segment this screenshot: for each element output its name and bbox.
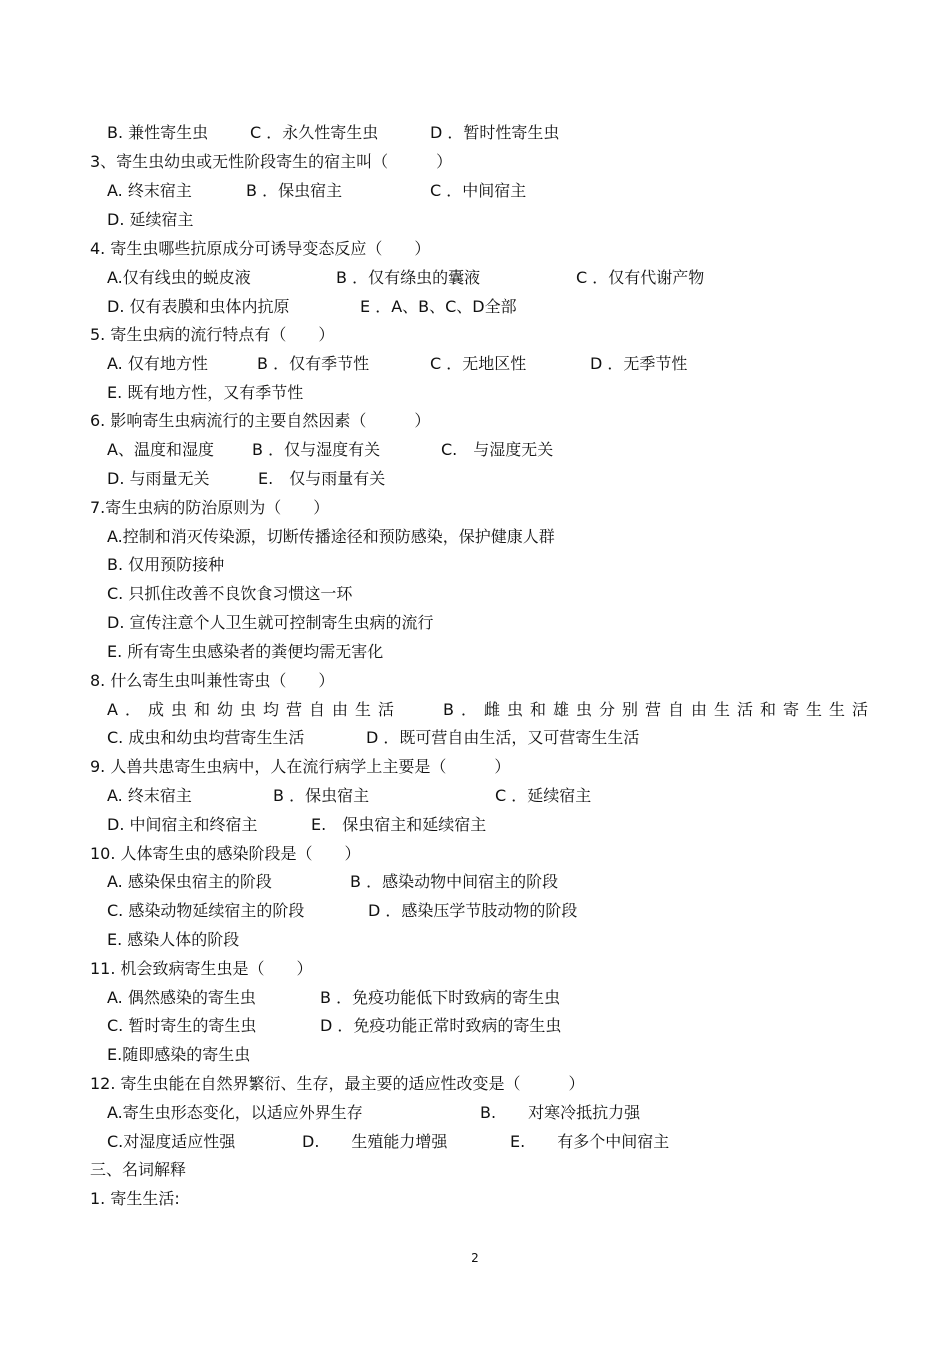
option-d: D. 宣传注意个人卫生就可控制寄生虫病的流行: [107, 613, 434, 632]
option-d: D ．暂时性寄生虫: [430, 123, 560, 142]
option-b: B ．保虫宿主: [246, 181, 343, 200]
option-d: D. 与雨量无关: [107, 469, 210, 488]
option-c: C ．延续宿主: [495, 786, 592, 805]
option-a: A. 终末宿主: [107, 181, 192, 200]
option-c: C. 只抓住改善不良饮食习惯这一环: [107, 584, 353, 603]
option-b: B. 兼性寄生虫: [107, 123, 209, 142]
option-b: B ．感染动物中间宿主的阶段: [350, 872, 559, 891]
option-a: A. 偶然感染的寄生虫: [107, 988, 256, 1007]
question-text: 3、寄生虫幼虫或无性阶段寄生的宿主叫（ ）: [90, 152, 453, 171]
option-d: D ．感染压学节肢动物的阶段: [368, 901, 578, 920]
option-a: A. 感染保虫宿主的阶段: [107, 872, 272, 891]
option-c: C. 成虫和幼虫均营寄生生活: [107, 728, 305, 747]
option-e: E. 仅与雨量有关: [258, 469, 386, 488]
option-d: D ．既可营自由生活，又可营寄生生活: [366, 728, 640, 747]
question-text: 10. 人体寄生虫的感染阶段是（ ）: [90, 844, 361, 863]
option-a: A.寄生虫形态变化，以适应外界生存: [107, 1103, 363, 1122]
option-d: D. 生殖能力增强: [302, 1132, 448, 1151]
option-c: C ．中间宿主: [430, 181, 527, 200]
option-b: B. 对寒冷抵抗力强: [480, 1103, 641, 1122]
term-text: 1. 寄生生活:: [90, 1189, 180, 1208]
option-d: D. 中间宿主和终宿主: [107, 815, 258, 834]
option-d: D. 延续宿主: [107, 210, 194, 229]
option-d: D ．免疫功能正常时致病的寄生虫: [320, 1016, 562, 1035]
option-b: B ．保虫宿主: [273, 786, 370, 805]
question-text: 5. 寄生虫病的流行特点有（ ）: [90, 325, 335, 344]
option-b: B ．仅有季节性: [257, 354, 370, 373]
option-d: D ．无季节性: [590, 354, 688, 373]
option-c: C. 与湿度无关: [441, 440, 554, 459]
option-a: A.仅有线虫的蜕皮液: [107, 268, 251, 287]
option-c: C ．无地区性: [430, 354, 527, 373]
option-b: B ．仅有绦虫的囊液: [336, 268, 481, 287]
section-title: 三、名词解释: [90, 1160, 187, 1179]
option-a: A．成虫和幼虫均营自由生活: [107, 700, 401, 719]
question-text: 6. 影响寄生虫病流行的主要自然因素（ ）: [90, 411, 431, 430]
option-c: C ．仅有代谢产物: [576, 268, 705, 287]
question-text: 8. 什么寄生虫叫兼性寄虫（ ）: [90, 671, 335, 690]
option-e: E. 感染人体的阶段: [107, 930, 240, 949]
option-c: C. 感染动物延续宿主的阶段: [107, 901, 305, 920]
option-e: E.随即感染的寄生虫: [107, 1045, 251, 1064]
option-b: B. 仅用预防接种: [107, 555, 225, 574]
option-c: C.对湿度适应性强: [107, 1132, 236, 1151]
page-number: 2: [471, 1251, 479, 1265]
option-a: A. 仅有地方性: [107, 354, 208, 373]
option-a: A.控制和消灭传染源，切断传播途径和预防感染，保护健康人群: [107, 527, 555, 546]
option-e: E. 保虫宿主和延续宿主: [311, 815, 487, 834]
question-text: 11. 机会致病寄生虫是（ ）: [90, 959, 313, 978]
option-e: E ．A、B、C、D全部: [360, 297, 517, 316]
option-a: A. 终末宿主: [107, 786, 192, 805]
option-c: C. 暂时寄生的寄生虫: [107, 1016, 257, 1035]
question-text: 9. 人兽共患寄生虫病中，人在流行病学上主要是（ ）: [90, 757, 511, 776]
option-e: E. 有多个中间宿主: [510, 1132, 670, 1151]
question-text: 12. 寄生虫能在自然界繁衍、生存，最主要的适应性改变是（ ）: [90, 1074, 585, 1093]
option-d: D. 仅有表膜和虫体内抗原: [107, 297, 290, 316]
option-e: E. 所有寄生虫感染者的粪便均需无害化: [107, 642, 384, 661]
question-text: 4. 寄生虫哪些抗原成分可诱导变态反应（ ）: [90, 239, 431, 258]
option-c: C ．永久性寄生虫: [250, 123, 379, 142]
option-b: B ．仅与湿度有关: [252, 440, 381, 459]
option-e: E. 既有地方性，又有季节性: [107, 383, 304, 402]
option-b: B．雌虫和雄虫分别营自由生活和寄生生活: [443, 700, 875, 719]
option-b: B ．免疫功能低下时致病的寄生虫: [320, 988, 561, 1007]
option-a: A、温度和湿度: [107, 440, 214, 459]
question-text: 7.寄生虫病的防治原则为（ ）: [90, 498, 330, 517]
